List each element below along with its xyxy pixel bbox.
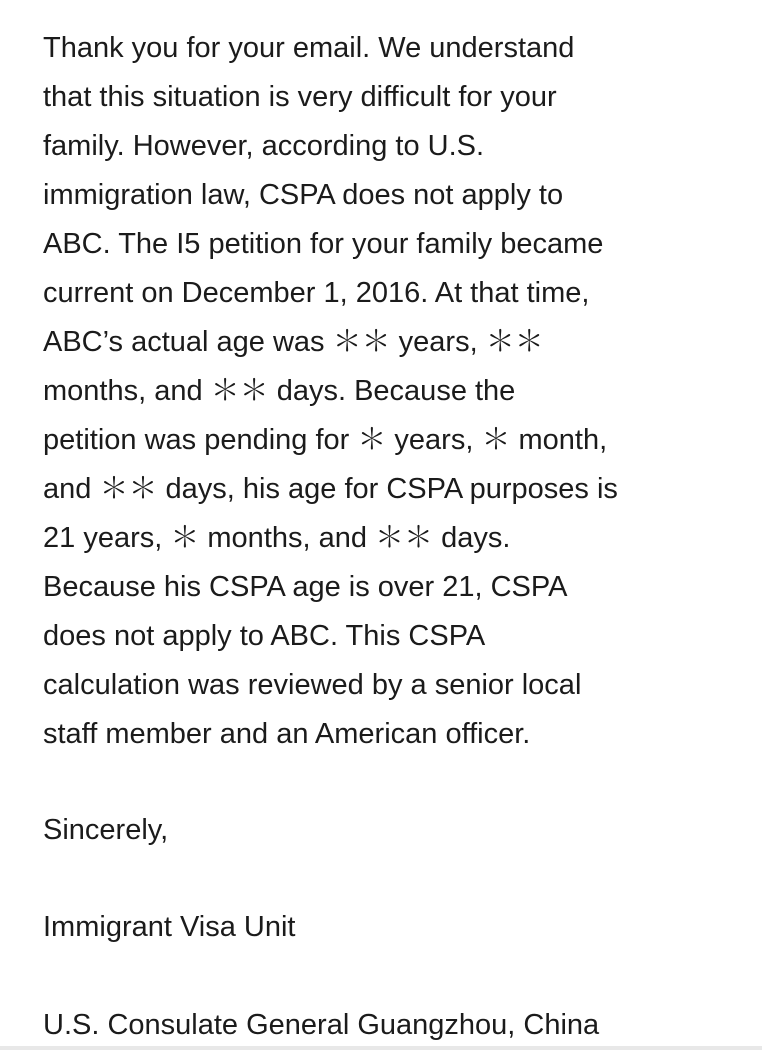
body-line: ABC’s actual age was ＊＊ years, ＊＊ [43,326,544,358]
body-line: months, and ＊＊ days. Because the [43,375,516,407]
body-line: that this situation is very difficult for your [43,81,557,113]
body-line: 21 years, ＊ months, and ＊＊ days. [43,522,511,554]
body-line: petition was pending for ＊ years, ＊ month, [43,424,608,456]
body-line: family. However, according to U.S. [43,130,485,162]
body-line: ABC. The I5 petition for your family became [43,228,604,260]
body-line: does not apply to ABC. This CSPA [43,620,486,652]
email-closing: Sincerely, [43,814,169,846]
body-line: calculation was reviewed by a senior local [43,669,582,701]
body-line: Thank you for your email. We understand [43,32,575,64]
body-line: immigration law, CSPA does not apply to [43,179,564,211]
signature-office: U.S. Consulate General Guangzhou, China [43,1009,600,1041]
body-line: Because his CSPA age is over 21, CSPA [43,571,568,603]
signature-unit: Immigrant Visa Unit [43,911,296,943]
body-line: current on December 1, 2016. At that time, [43,277,590,309]
body-line: and ＊＊ days, his age for CSPA purposes is [43,473,618,505]
bottom-divider [0,1046,762,1050]
body-line: staff member and an American officer. [43,718,531,750]
